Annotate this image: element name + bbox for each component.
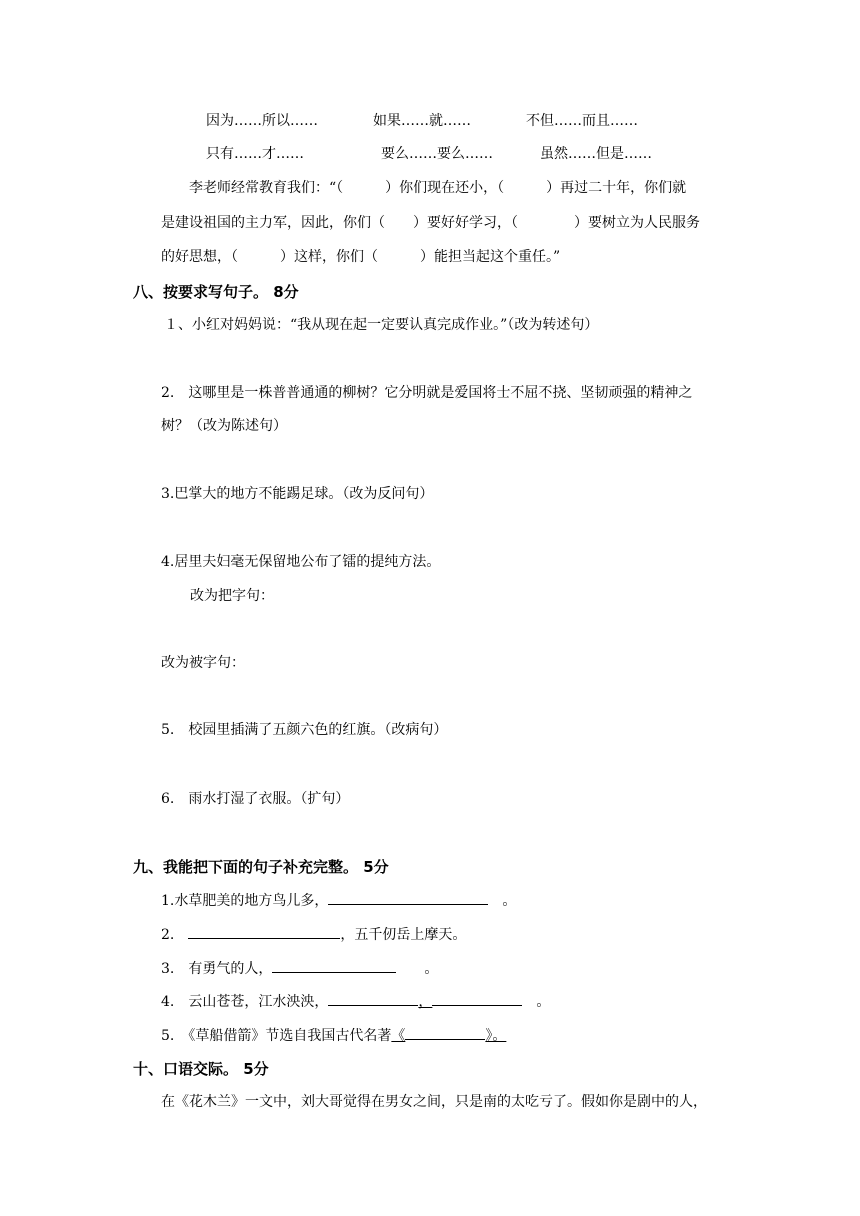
fill-blank-question bbox=[161, 991, 550, 1012]
fill-blank-question bbox=[161, 890, 516, 911]
question-text: 。 bbox=[522, 994, 551, 1010]
passage-line: 是建设祖国的主力军，因此，你们（ ）要好好学习，（ ）要树立为人民服务 bbox=[161, 215, 700, 231]
passage-line: 李老师经常教育我们：“（ ）你们现在还小，（ ）再过二十年，你们就 bbox=[189, 180, 687, 196]
answer-blank[interactable] bbox=[328, 991, 418, 1006]
fill-blank-question bbox=[161, 1025, 506, 1046]
question-text: １、小红对妈妈说：“我从现在起一定要认真完成作业。”（改为转述句） bbox=[164, 317, 599, 333]
question-text: 5. 校园里插满了五颜六色的红旗。（改病句） bbox=[161, 722, 448, 738]
question-text: 5. 《草船借箭》节选自我国古代名著 bbox=[161, 1028, 392, 1044]
conjunction-option: 因为……所以…… bbox=[206, 113, 318, 129]
passage-line: 的好思想，（ ）这样，你们（ ）能担当起这个重任。” bbox=[161, 249, 561, 265]
question-text: 1.水草肥美的地方鸟儿多， bbox=[161, 893, 329, 909]
fill-blank-question bbox=[161, 958, 438, 979]
question-text: 3.巴掌大的地方不能踢足球。（改为反问句） bbox=[161, 486, 434, 502]
question-text: 4.居里夫妇毫无保留地公布了镭的提纯方法。 bbox=[161, 554, 441, 570]
question-subtask: 改为被字句： bbox=[161, 655, 245, 671]
question-text: 树？（改为陈述句） bbox=[161, 418, 287, 434]
answer-blank[interactable] bbox=[188, 924, 340, 939]
question-subtask: 改为把字句： bbox=[190, 588, 274, 604]
section-heading: 八、按要求写句子。 8分 bbox=[133, 283, 299, 301]
question-text: 3. 有勇气的人， bbox=[161, 961, 273, 977]
conjunction-option: 不但……而且…… bbox=[526, 113, 638, 129]
book-title-open: 《 bbox=[391, 1028, 406, 1044]
question-text: 4. 云山苍苍，江水泱泱， bbox=[161, 994, 329, 1010]
conjunction-option: 要么……要么…… bbox=[381, 146, 493, 162]
answer-blank[interactable] bbox=[432, 991, 522, 1006]
conjunction-option: 只有……才…… bbox=[206, 146, 304, 162]
answer-blank[interactable] bbox=[272, 958, 396, 973]
question-text: ，五千仞岳上摩天。 bbox=[340, 927, 467, 943]
conjunction-option: 如果……就…… bbox=[373, 113, 471, 129]
answer-blank[interactable] bbox=[405, 1025, 485, 1040]
fill-blank-question bbox=[161, 924, 466, 945]
section-heading: 九、我能把下面的句子补充完整。 5分 bbox=[133, 858, 389, 876]
question-text: 。 bbox=[396, 961, 439, 977]
conjunction-option: 虽然……但是…… bbox=[540, 146, 652, 162]
question-text: 2. 这哪里是一株普普通通的柳树？它分明就是爱国将士不屈不挠、坚韧顽强的精神之 bbox=[161, 385, 693, 401]
answer-blank[interactable] bbox=[328, 890, 488, 905]
section-heading: 十、口语交际。 5分 bbox=[133, 1060, 269, 1078]
question-text: 。 bbox=[488, 893, 517, 909]
question-text: ， bbox=[418, 994, 433, 1010]
question-text: 6. 雨水打湿了衣服。（扩句） bbox=[161, 791, 350, 807]
question-text: 2. bbox=[161, 927, 189, 943]
book-title-close: 》。 bbox=[485, 1028, 507, 1044]
question-text: 在《花木兰》一文中，刘大哥觉得在男女之间，只是南的太吃亏了。假如你是剧中的人， bbox=[161, 1094, 707, 1110]
